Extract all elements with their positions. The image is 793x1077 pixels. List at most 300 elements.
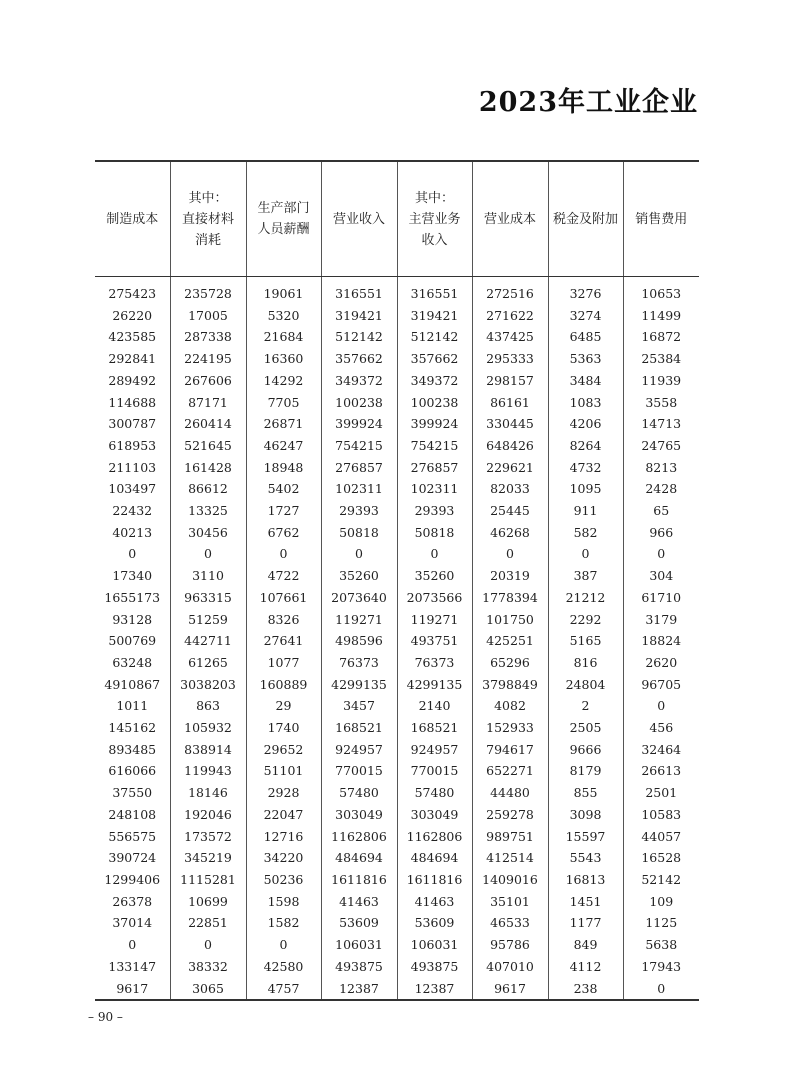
table-row [95, 847, 699, 869]
data-table [95, 160, 699, 1001]
table-cell: 26378 [112, 893, 153, 909]
table-cell: 512142 [321, 326, 397, 348]
table-cell: 0 [170, 934, 246, 956]
table-cell: 0 [246, 543, 321, 565]
table-cell: 1582 [246, 912, 321, 934]
table-cell: 50818 [321, 522, 397, 544]
table-cell: 6762 [246, 522, 321, 544]
table-cell: 65 [623, 500, 699, 522]
table-cell: 4299135 [397, 674, 472, 696]
table-cell: 37550 [112, 785, 153, 801]
table-cell: 2 [548, 695, 623, 717]
table-row [95, 695, 699, 717]
table-cell: 3110 [170, 565, 246, 587]
table-cell: 5638 [623, 934, 699, 956]
table-cell: 25384 [623, 348, 699, 370]
table-cell: 10583 [623, 804, 699, 826]
table-header-row [95, 161, 699, 277]
table-cell: 76373 [321, 652, 397, 674]
data-table-container [95, 160, 699, 1001]
column-header [170, 161, 246, 277]
table-cell: 152933 [472, 717, 548, 739]
table-cell: 38332 [170, 956, 246, 978]
table-cell: 648426 [472, 435, 548, 457]
table-cell: 1655173 [104, 589, 161, 605]
table-cell: 493751 [397, 630, 472, 652]
table-cell: 0 [623, 695, 699, 717]
table-cell: 12387 [321, 978, 397, 1001]
table-cell: 10653 [623, 283, 699, 305]
table-cell: 2928 [246, 782, 321, 804]
table-cell: 9617 [95, 978, 170, 1001]
table-cell: 425251 [472, 630, 548, 652]
table-cell: 0 [246, 934, 321, 956]
table-cell: 7705 [246, 392, 321, 414]
table-cell: 100238 [397, 392, 472, 414]
table-cell: 32464 [623, 739, 699, 761]
table-cell: 838914 [170, 739, 246, 761]
table-cell: 168521 [397, 717, 472, 739]
table-cell: 17340 [112, 568, 153, 584]
table-cell: 86161 [472, 392, 548, 414]
table-row [95, 392, 699, 414]
table-cell: 500769 [108, 633, 157, 649]
table-cell: 863 [170, 695, 246, 717]
table-cell: 102311 [321, 478, 397, 500]
table-cell: 8179 [548, 760, 623, 782]
table-cell: 14292 [246, 370, 321, 392]
column-header [623, 161, 699, 277]
table-cell: 3457 [321, 695, 397, 717]
column-header-line: 制造成本 [106, 211, 159, 227]
column-header-line: 其中： [414, 190, 454, 206]
table-row [95, 435, 699, 457]
table-cell: 349372 [397, 370, 472, 392]
table-cell: 46533 [472, 912, 548, 934]
table-cell: 300787 [108, 416, 157, 432]
table-cell: 14713 [623, 413, 699, 435]
table-cell: 44480 [472, 782, 548, 804]
table-cell: 61265 [170, 652, 246, 674]
table-cell: 5363 [548, 348, 623, 370]
table-cell: 11939 [623, 370, 699, 392]
table-cell: 5402 [246, 478, 321, 500]
table-cell: 35260 [397, 565, 472, 587]
table-cell: 618953 [108, 437, 157, 453]
table-cell: 4206 [548, 413, 623, 435]
table-cell: 22047 [246, 804, 321, 826]
table-cell: 50236 [246, 869, 321, 891]
table-cell: 160889 [246, 674, 321, 696]
table-cell: 289492 [108, 372, 157, 388]
table-cell: 13325 [170, 500, 246, 522]
table-cell: 21684 [246, 326, 321, 348]
table-row [95, 674, 699, 696]
table-cell: 4732 [548, 457, 623, 479]
table-cell: 1177 [548, 912, 623, 934]
table-cell: 770015 [321, 760, 397, 782]
table-cell: 248108 [108, 806, 157, 822]
table-cell: 412514 [472, 847, 548, 869]
table-cell: 754215 [321, 435, 397, 457]
table-row [95, 782, 699, 804]
table-cell: 316551 [397, 283, 472, 305]
table-cell: 4112 [548, 956, 623, 978]
table-cell: 498596 [321, 630, 397, 652]
column-header-line: 营业收入 [332, 211, 385, 227]
table-cell: 105932 [170, 717, 246, 739]
table-cell: 1740 [246, 717, 321, 739]
table-cell: 65296 [472, 652, 548, 674]
table-cell: 770015 [397, 760, 472, 782]
table-cell: 1409016 [472, 869, 548, 891]
table-cell: 1115281 [170, 869, 246, 891]
table-row [95, 978, 699, 1001]
table-cell: 34220 [246, 847, 321, 869]
table-cell: 275423 [108, 286, 157, 301]
table-cell: 2073640 [321, 587, 397, 609]
table-cell: 211103 [108, 459, 157, 475]
table-cell: 119943 [170, 760, 246, 782]
table-cell: 229621 [472, 457, 548, 479]
table-cell: 1778394 [472, 587, 548, 609]
table-cell: 484694 [321, 847, 397, 869]
table-cell: 4910867 [104, 676, 161, 692]
table-cell: 493875 [397, 956, 472, 978]
table-cell: 44057 [623, 826, 699, 848]
table-cell: 1598 [246, 891, 321, 913]
table-cell: 1162806 [397, 826, 472, 848]
table-cell: 0 [128, 937, 137, 953]
table-cell: 1083 [548, 392, 623, 414]
table-cell: 6485 [548, 326, 623, 348]
table-cell: 0 [623, 543, 699, 565]
table-row [95, 283, 699, 305]
table-cell: 616066 [108, 763, 157, 779]
table-cell: 87171 [170, 392, 246, 414]
table-cell: 4757 [246, 978, 321, 1001]
table-cell: 259278 [472, 804, 548, 826]
table-cell: 11499 [623, 305, 699, 327]
table-cell: 3274 [548, 305, 623, 327]
table-cell: 652271 [472, 760, 548, 782]
table-row [95, 934, 699, 956]
table-cell: 86612 [170, 478, 246, 500]
table-cell: 119271 [321, 609, 397, 631]
table-cell: 1125 [623, 912, 699, 934]
table-cell: 26220 [112, 307, 153, 323]
table-cell: 192046 [170, 804, 246, 826]
table-cell: 24804 [548, 674, 623, 696]
table-cell: 298157 [472, 370, 548, 392]
table-cell: 316551 [321, 283, 397, 305]
column-header [472, 161, 548, 277]
table-row [95, 413, 699, 435]
table-cell: 10699 [170, 891, 246, 913]
table-cell: 133147 [108, 958, 157, 974]
table-row [95, 370, 699, 392]
table-cell: 3558 [623, 392, 699, 414]
table-cell: 15597 [548, 826, 623, 848]
table-cell: 1095 [548, 478, 623, 500]
table-cell: 437425 [472, 326, 548, 348]
table-cell: 924957 [397, 739, 472, 761]
table-cell: 27641 [246, 630, 321, 652]
table-cell: 2292 [548, 609, 623, 631]
table-cell: 51101 [246, 760, 321, 782]
table-row [95, 869, 699, 891]
table-cell: 0 [623, 978, 699, 1001]
table-cell: 582 [548, 522, 623, 544]
table-cell: 911 [548, 500, 623, 522]
table-cell: 989751 [472, 826, 548, 848]
table-cell: 287338 [170, 326, 246, 348]
table-cell: 96705 [623, 674, 699, 696]
table-cell: 2505 [548, 717, 623, 739]
table-cell: 20319 [472, 565, 548, 587]
table-cell: 35101 [472, 891, 548, 913]
table-cell: 924957 [321, 739, 397, 761]
table-cell: 61710 [623, 587, 699, 609]
table-cell: 556575 [108, 828, 157, 844]
table-cell: 260414 [170, 413, 246, 435]
table-cell: 95786 [472, 934, 548, 956]
table-cell: 22851 [170, 912, 246, 934]
table-cell: 1611816 [321, 869, 397, 891]
table-cell: 966 [623, 522, 699, 544]
table-cell: 276857 [321, 457, 397, 479]
table-cell: 119271 [397, 609, 472, 631]
table-cell: 295333 [472, 348, 548, 370]
table-body [95, 277, 699, 1001]
table-cell: 1299406 [104, 871, 161, 887]
table-cell: 17005 [170, 305, 246, 327]
table-cell: 16528 [623, 847, 699, 869]
table-cell: 26613 [623, 760, 699, 782]
table-cell: 2428 [623, 478, 699, 500]
table-cell: 2073566 [397, 587, 472, 609]
table-cell: 29393 [321, 500, 397, 522]
column-header [246, 161, 321, 277]
column-header-line: 主营业务 [408, 211, 461, 227]
page-number: – 90 – [88, 1010, 123, 1024]
table-cell: 0 [548, 543, 623, 565]
table-cell: 849 [548, 934, 623, 956]
column-header [548, 161, 623, 277]
table-cell: 276857 [397, 457, 472, 479]
table-cell: 16872 [623, 326, 699, 348]
column-header [397, 161, 472, 277]
table-row [95, 587, 699, 609]
table-cell: 106031 [321, 934, 397, 956]
column-header-line: 消耗 [194, 232, 221, 248]
table-row [95, 652, 699, 674]
table-cell: 3065 [170, 978, 246, 1001]
table-cell: 0 [321, 543, 397, 565]
table-cell: 9666 [548, 739, 623, 761]
table-cell: 100238 [321, 392, 397, 414]
table-cell: 2620 [623, 652, 699, 674]
table-cell: 5165 [548, 630, 623, 652]
table-row [95, 804, 699, 826]
table-row [95, 326, 699, 348]
table-cell: 50818 [397, 522, 472, 544]
column-header-line: 其中： [188, 190, 228, 206]
table-cell: 319421 [397, 305, 472, 327]
table-cell: 304 [623, 565, 699, 587]
table-cell: 423585 [108, 329, 157, 345]
table-cell: 3179 [623, 609, 699, 631]
table-row [95, 891, 699, 913]
table-cell: 76373 [397, 652, 472, 674]
table-cell: 1077 [246, 652, 321, 674]
table-cell: 319421 [321, 305, 397, 327]
column-header-line: 直接材料 [181, 211, 234, 227]
table-cell: 102311 [397, 478, 472, 500]
table-cell: 963315 [170, 587, 246, 609]
table-cell: 17943 [623, 956, 699, 978]
table-cell: 3276 [548, 283, 623, 305]
table-cell: 0 [472, 543, 548, 565]
table-cell: 25445 [472, 500, 548, 522]
table-cell: 3798849 [472, 674, 548, 696]
table-cell: 29393 [397, 500, 472, 522]
table-cell: 35260 [321, 565, 397, 587]
table-cell: 5320 [246, 305, 321, 327]
table-cell: 1727 [246, 500, 321, 522]
column-header-line: 生产部门 [257, 201, 310, 216]
table-row [95, 630, 699, 652]
column-header-line: 收入 [421, 232, 448, 248]
table-cell: 9617 [472, 978, 548, 1001]
table-cell: 168521 [321, 717, 397, 739]
table-cell: 238 [548, 978, 623, 1001]
table-cell: 41463 [397, 891, 472, 913]
table-cell: 161428 [170, 457, 246, 479]
table-row [95, 305, 699, 327]
table-cell: 63248 [112, 654, 153, 670]
table-row [95, 478, 699, 500]
table-cell: 107661 [246, 587, 321, 609]
table-cell: 12387 [397, 978, 472, 1001]
table-cell: 3484 [548, 370, 623, 392]
table-cell: 18824 [623, 630, 699, 652]
table-cell: 4299135 [321, 674, 397, 696]
table-cell: 330445 [472, 413, 548, 435]
table-cell: 235728 [170, 283, 246, 305]
table-cell: 1611816 [397, 869, 472, 891]
table-cell: 5543 [548, 847, 623, 869]
table-cell: 145162 [108, 720, 157, 736]
table-cell: 0 [128, 546, 137, 562]
table-cell: 173572 [170, 826, 246, 848]
table-cell: 22432 [112, 503, 153, 519]
table-cell: 82033 [472, 478, 548, 500]
table-cell: 106031 [397, 934, 472, 956]
table-cell: 41463 [321, 891, 397, 913]
table-cell: 29 [246, 695, 321, 717]
table-cell: 1451 [548, 891, 623, 913]
table-cell: 42580 [246, 956, 321, 978]
table-row [95, 739, 699, 761]
table-row [95, 522, 699, 544]
column-header-line: 营业成本 [483, 211, 536, 227]
table-cell: 357662 [397, 348, 472, 370]
table-cell: 4082 [472, 695, 548, 717]
table-cell: 109 [623, 891, 699, 913]
table-row [95, 760, 699, 782]
table-cell: 4722 [246, 565, 321, 587]
table-cell: 512142 [397, 326, 472, 348]
table-cell: 2501 [623, 782, 699, 804]
table-cell: 46268 [472, 522, 548, 544]
table-cell: 53609 [321, 912, 397, 934]
table-row [95, 717, 699, 739]
table-cell: 26871 [246, 413, 321, 435]
table-cell: 52142 [623, 869, 699, 891]
table-row [95, 826, 699, 848]
table-cell: 51259 [170, 609, 246, 631]
table-cell: 114688 [108, 394, 157, 410]
table-cell: 224195 [170, 348, 246, 370]
table-cell: 272516 [472, 283, 548, 305]
table-cell: 3098 [548, 804, 623, 826]
table-cell: 24765 [623, 435, 699, 457]
table-cell: 101750 [472, 609, 548, 631]
column-header [95, 161, 170, 277]
table-row [95, 543, 699, 565]
table-cell: 390724 [108, 850, 157, 866]
table-row [95, 500, 699, 522]
table-cell: 57480 [397, 782, 472, 804]
table-cell: 19061 [246, 283, 321, 305]
table-cell: 1011 [116, 698, 149, 714]
table-cell: 93128 [112, 611, 153, 627]
table-row [95, 956, 699, 978]
table-cell: 399924 [321, 413, 397, 435]
table-cell: 303049 [321, 804, 397, 826]
table-cell: 407010 [472, 956, 548, 978]
table-cell: 387 [548, 565, 623, 587]
table-cell: 349372 [321, 370, 397, 392]
table-cell: 3038203 [170, 674, 246, 696]
table-cell: 816 [548, 652, 623, 674]
table-cell: 484694 [397, 847, 472, 869]
column-header-line: 销售费用 [635, 211, 688, 227]
page-title: 2023年工业企业 [478, 87, 698, 118]
table-cell: 0 [170, 543, 246, 565]
table-row [95, 609, 699, 631]
table-cell: 46247 [246, 435, 321, 457]
table-cell: 271622 [472, 305, 548, 327]
table-cell: 399924 [397, 413, 472, 435]
table-cell: 521645 [170, 435, 246, 457]
table-cell: 345219 [170, 847, 246, 869]
column-header-line: 人员薪酬 [257, 222, 310, 237]
column-header-line: 税金及附加 [552, 211, 618, 227]
table-cell: 53609 [397, 912, 472, 934]
table-cell: 18146 [170, 782, 246, 804]
table-cell: 794617 [472, 739, 548, 761]
table-cell: 357662 [321, 348, 397, 370]
table-row [95, 565, 699, 587]
table-cell: 855 [548, 782, 623, 804]
table-cell: 16813 [548, 869, 623, 891]
table-row [95, 912, 699, 934]
table-cell: 8326 [246, 609, 321, 631]
table-cell: 292841 [108, 351, 157, 367]
table-cell: 18948 [246, 457, 321, 479]
